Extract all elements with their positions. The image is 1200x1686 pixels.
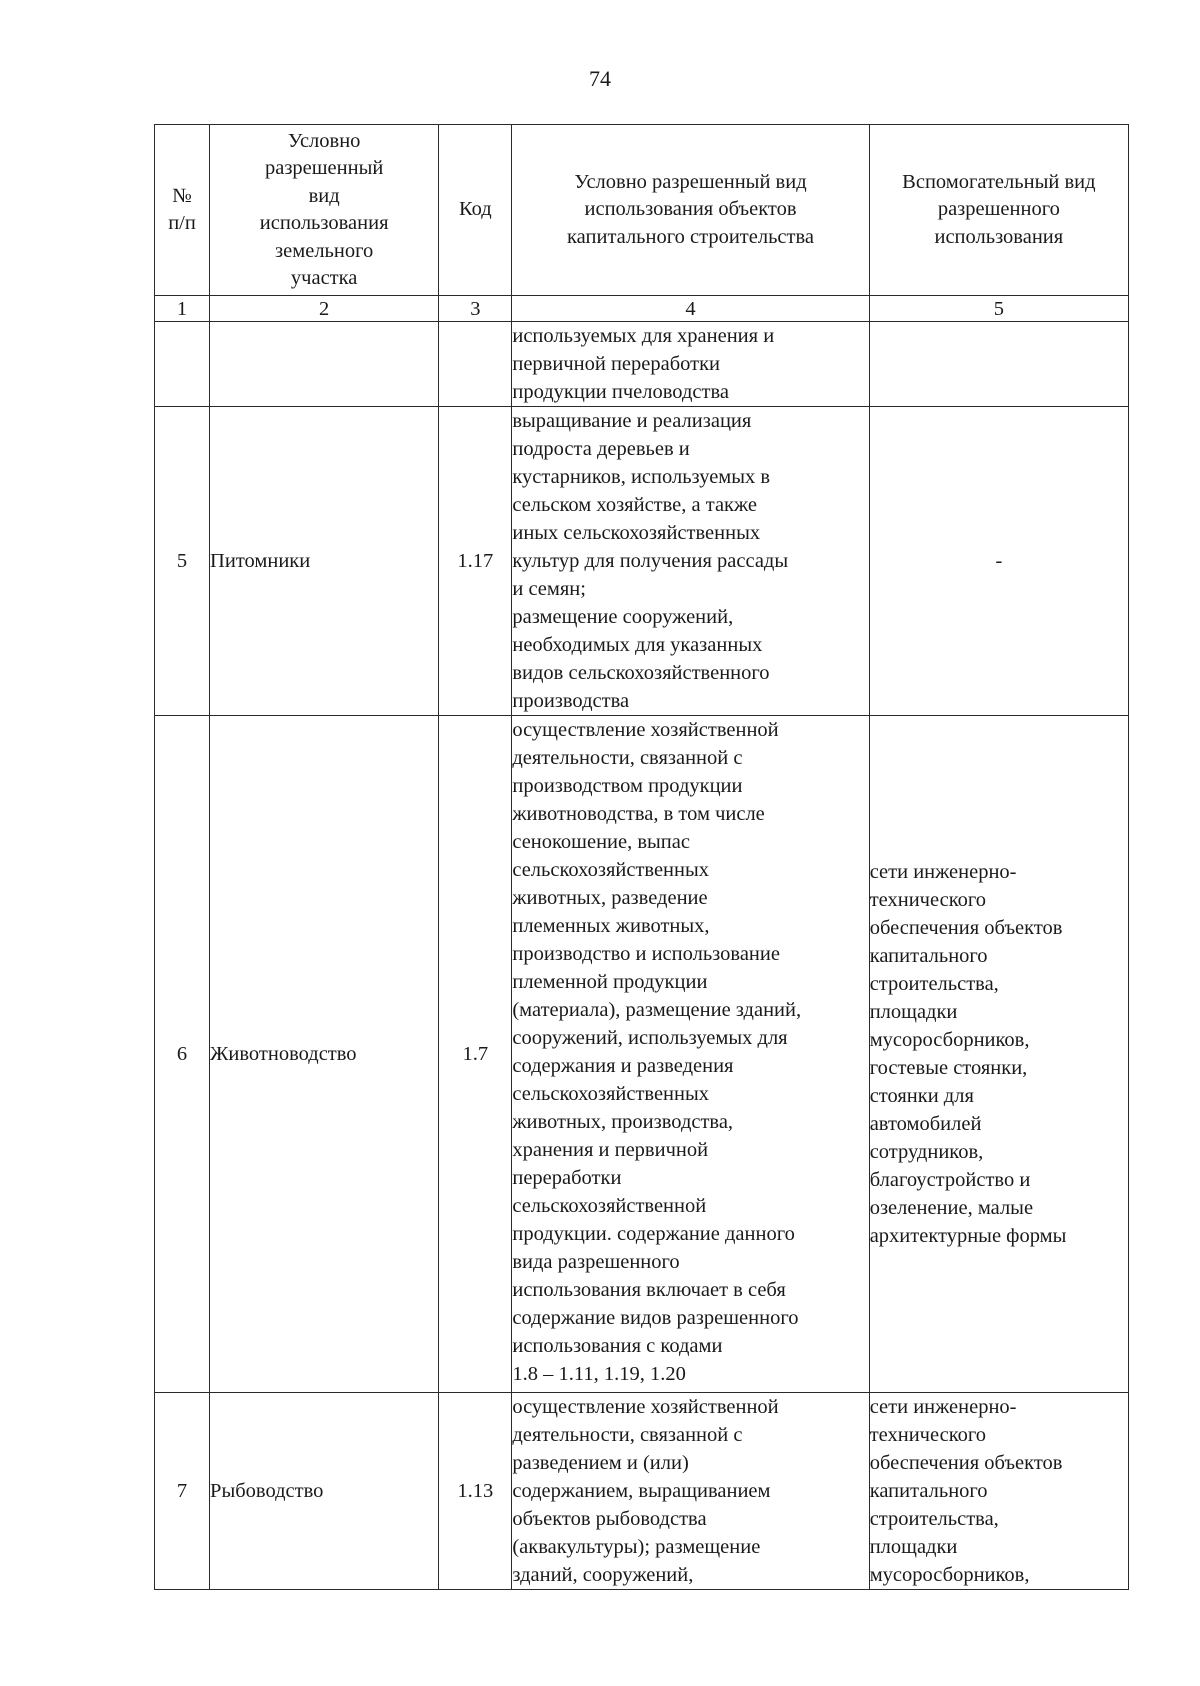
text-line: производства (512, 690, 630, 712)
text-line: Условно разрешенный вид (574, 170, 807, 193)
text-line: переработки (512, 1167, 622, 1189)
text-line: и семян; (512, 578, 586, 600)
text-line: сети инженерно- (869, 861, 1017, 883)
header-number (155, 125, 210, 296)
text-line: гостевые стоянки, (869, 1057, 1028, 1079)
table-row-5 (155, 407, 1129, 716)
text-line: сельскохозяйственных (512, 859, 710, 881)
text-line: использования с кодами (512, 1335, 723, 1357)
text-line: продукции. содержание данного (512, 1223, 795, 1245)
header-land-use-type (210, 125, 439, 296)
text-line: необходимых для указанных (512, 634, 763, 656)
text-line: строительства, (869, 973, 999, 995)
text-line: площадки (869, 1001, 958, 1023)
text-line: 1.8 – 1.11, 1.19, 1.20 (512, 1363, 686, 1385)
text-line: строительства, (869, 1508, 999, 1530)
text-line: содержанием, выращиванием (512, 1480, 771, 1502)
text-line: разведением и (или) (512, 1452, 689, 1474)
text-line: используемых для хранения и (512, 325, 775, 347)
header-code (439, 125, 512, 296)
text-line: озеленение, малые (869, 1197, 1034, 1219)
row-number: 5 (155, 407, 210, 716)
text-line: хранения и первичной (512, 1139, 709, 1161)
row-number (155, 322, 210, 407)
text-line: размещение сооружений, (512, 606, 734, 628)
text-line: Код (458, 198, 492, 221)
text-line: разрешенный (264, 157, 384, 179)
row-name: Питомники (210, 407, 439, 716)
text-line: сельскохозяйственных (512, 1083, 710, 1105)
row-code: 1.7 (439, 716, 512, 1393)
text-line: выращивание и реализация (512, 410, 752, 432)
row-description (512, 716, 869, 1393)
land-use-table (154, 124, 1129, 1590)
text-line: автомобилей (869, 1113, 982, 1135)
text-line: сооружений, используемых для (512, 1027, 788, 1049)
text-line: использования (259, 212, 389, 234)
text-line: № (172, 184, 192, 207)
text-line: капитального (869, 1480, 988, 1502)
text-line: земельного (275, 239, 374, 262)
row-name: Рыбоводство (210, 1393, 439, 1590)
column-number-row (155, 296, 1129, 322)
text-line: участка (290, 267, 358, 289)
text-line: сенокошение, выпас (512, 831, 690, 853)
row-description (512, 322, 869, 407)
text-line: содержания и разведения (512, 1055, 734, 1077)
text-line: использования включает в себя (512, 1279, 786, 1301)
text-line: объектов рыбоводства (512, 1508, 707, 1530)
text-line: технического (869, 889, 987, 911)
text-line: производство и использование (512, 943, 780, 965)
text-line: племенных животных, (512, 915, 710, 937)
text-line: Условно (287, 129, 361, 152)
column-number: 5 (869, 296, 1128, 322)
row-code (439, 322, 512, 407)
table-row-continuation (155, 322, 1129, 407)
text-line: использования (934, 225, 1064, 248)
text-line: обеспечения объектов (869, 1452, 1063, 1474)
text-line: площадки (869, 1536, 958, 1558)
row-name (210, 322, 439, 407)
row-auxiliary (869, 716, 1128, 1393)
text-line: сельскохозяйственной (512, 1195, 707, 1217)
table-header-row (155, 125, 1129, 296)
text-line: мусоросборников, (869, 1029, 1030, 1051)
row-description (512, 407, 869, 716)
row-auxiliary (869, 407, 1128, 716)
text-line: вид (308, 184, 340, 207)
text-line: подроста деревьев и (512, 438, 690, 460)
text-line: сотрудников, (869, 1141, 984, 1163)
text-line: (материала), размещение зданий, (512, 999, 802, 1021)
row-code: 1.17 (439, 407, 512, 716)
table-row-6 (155, 716, 1129, 1393)
text-line: деятельности, связанной с (512, 1424, 743, 1446)
column-number: 2 (210, 296, 439, 322)
row-auxiliary (869, 1393, 1128, 1590)
text-line: мусоросборников, (869, 1564, 1030, 1586)
text-line: осуществление хозяйственной (512, 719, 779, 741)
text-line: животных, разведение (512, 887, 708, 909)
header-capital-construction-use (512, 125, 869, 296)
text-line: вида разрешенного (512, 1251, 680, 1273)
text-line: первичной переработки (512, 353, 721, 375)
text-line: обеспечения объектов (869, 917, 1063, 939)
row-number: 6 (155, 716, 210, 1393)
text-line: продукции пчеловодства (512, 381, 729, 403)
text-line: производством продукции (512, 775, 743, 797)
page-number: 74 (589, 66, 611, 91)
text-line: стоянки для (869, 1085, 974, 1107)
text-line: видов сельскохозяйственного (512, 662, 770, 684)
text-line: сельском хозяйстве, а также (512, 494, 758, 516)
text-line: племенной продукции (512, 971, 708, 993)
text-line: культур для получения рассады (512, 550, 789, 572)
row-code: 1.13 (439, 1393, 512, 1590)
text-line: содержание видов разрешенного (512, 1307, 799, 1329)
text-line: сети инженерно- (869, 1396, 1017, 1418)
row-auxiliary (869, 322, 1128, 407)
row-number: 7 (155, 1393, 210, 1590)
column-number: 4 (512, 296, 869, 322)
text-line: иных сельскохозяйственных (512, 522, 761, 544)
text-line: зданий, сооружений, (512, 1564, 694, 1586)
text-line: капитального строительства (567, 225, 814, 248)
table-row-7 (155, 1393, 1129, 1590)
text-line: капитального (869, 945, 988, 967)
column-number: 3 (439, 296, 512, 322)
text-line: кустарников, используемых в (512, 466, 771, 488)
text-line: благоустройство и (869, 1169, 1031, 1191)
text-line: животных, производства, (512, 1111, 734, 1133)
text-line: (аквакультуры); размещение (512, 1536, 761, 1558)
text-line: п/п (168, 212, 196, 234)
text-line: осуществление хозяйственной (512, 1396, 779, 1418)
text-line: архитектурные формы (869, 1225, 1067, 1247)
header-auxiliary-use (869, 125, 1128, 296)
text-line: разрешенного (937, 198, 1060, 221)
row-name: Животноводство (210, 716, 439, 1393)
text-line: животноводства, в том числе (512, 803, 765, 825)
text-line: деятельности, связанной с (512, 747, 743, 769)
text-line: - (995, 550, 1003, 572)
text-line: технического (869, 1424, 987, 1446)
text-line: Вспомогательный вид (902, 170, 1096, 193)
row-description (512, 1393, 869, 1590)
text-line: использования объектов (584, 198, 797, 221)
column-number: 1 (155, 296, 210, 322)
